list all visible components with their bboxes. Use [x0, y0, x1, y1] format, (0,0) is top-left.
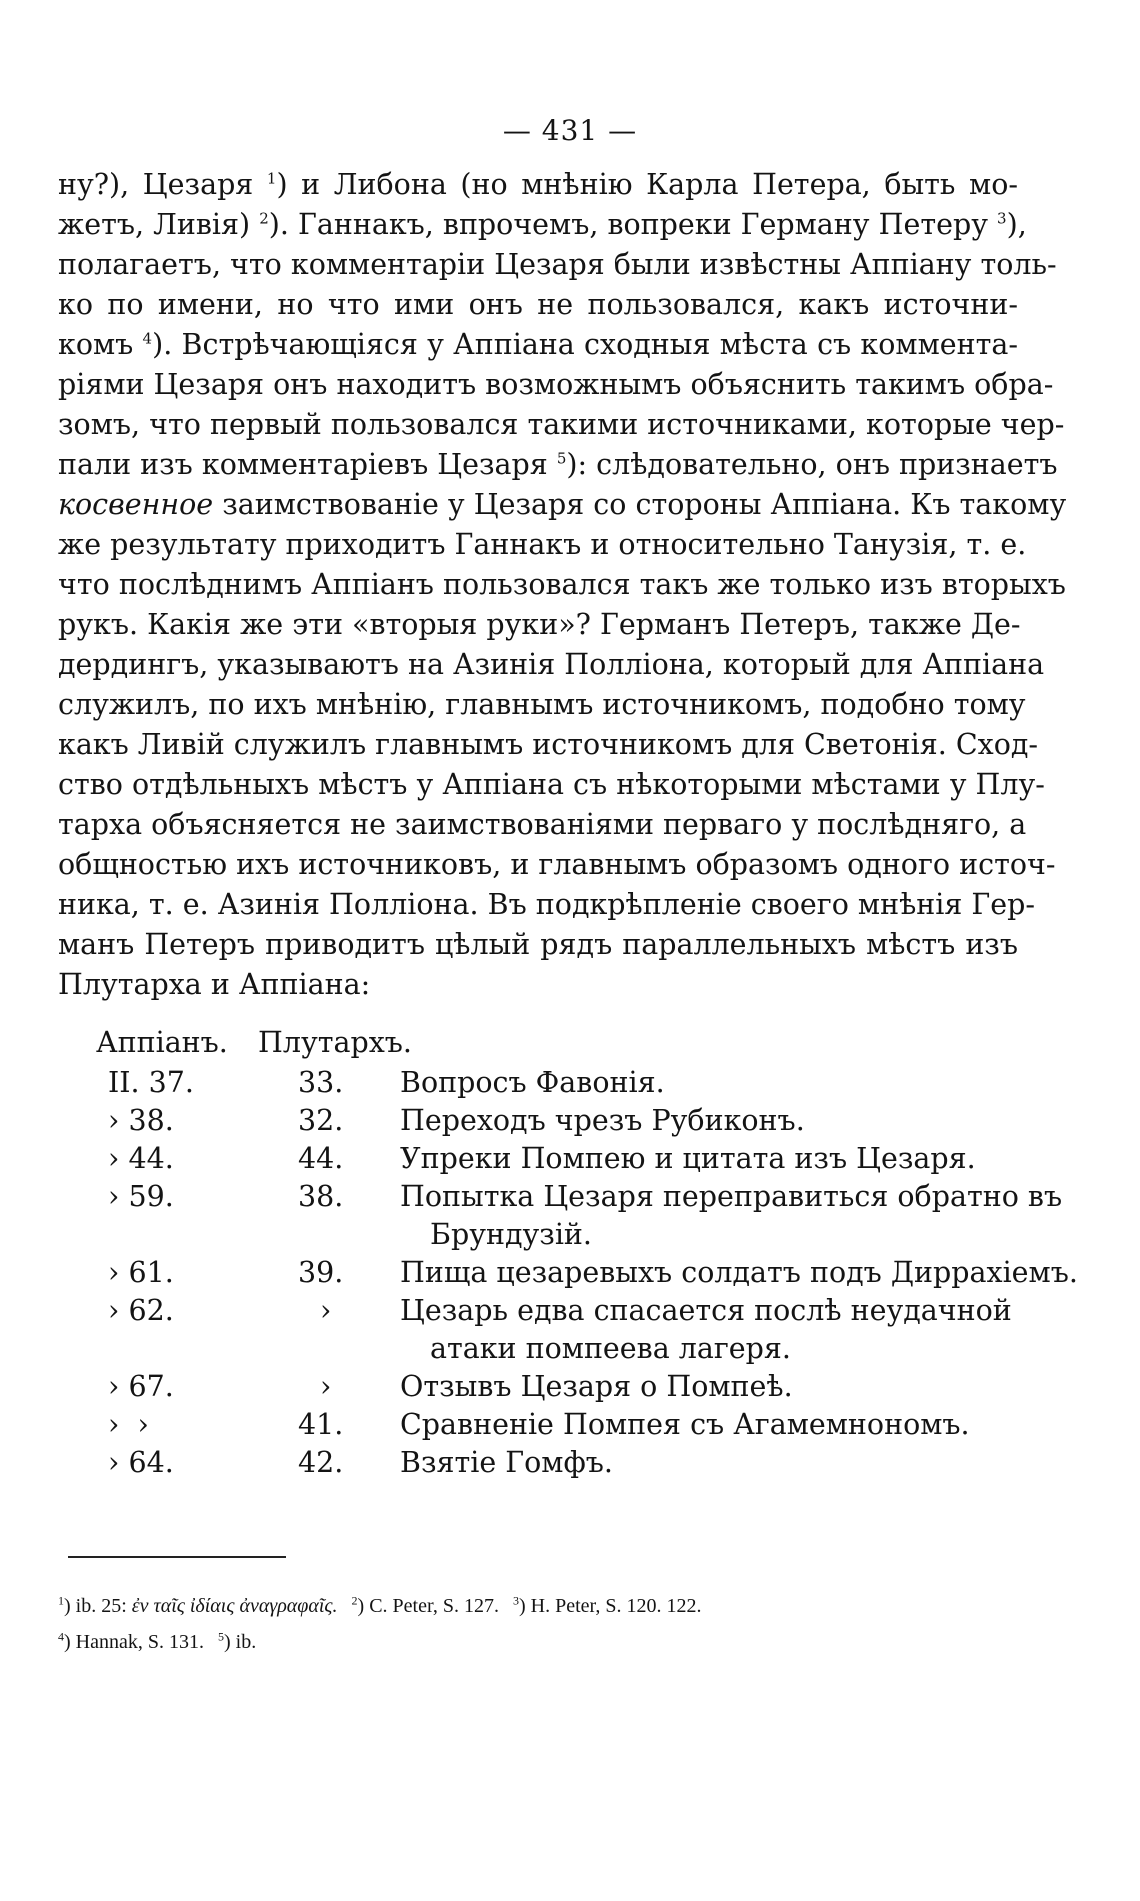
passage-description: Цезарь едва спасается послѣ неудачной	[400, 1294, 1012, 1327]
plutarch-ref: 39.	[298, 1256, 344, 1289]
text-run: манъ Петеръ приводитъ цѣлый рядъ параллельныхъ мѣстъ изъ	[58, 928, 1018, 961]
appian-ref: › 61.	[108, 1256, 174, 1289]
table-row	[0, 1253, 1140, 1293]
table-header	[0, 1023, 1140, 1063]
footnote-marker: 5	[217, 1629, 224, 1644]
text-line	[58, 725, 1039, 765]
text-run: что послѣднимъ Аппіанъ пользовался такъ же только изъ вторыхъ	[58, 568, 1066, 601]
passage-description: Сравненіе Помпея съ Агамемнономъ.	[400, 1408, 970, 1441]
footnote-line	[58, 1592, 1018, 1620]
text-run: ) H. Peter, S. 120. 122.	[518, 1595, 702, 1617]
plutarch-ref: ›	[320, 1370, 332, 1403]
appian-ref: II. 37.	[108, 1066, 194, 1099]
table-row	[0, 1101, 1140, 1141]
text-run: общностью ихъ источниковъ, и главнымъ образомъ одного источ-	[58, 848, 1056, 881]
text-run: Плутарха и Аппіана:	[58, 968, 371, 1001]
passage-description: Брундузій.	[430, 1218, 592, 1251]
plutarch-ref: 33.	[298, 1066, 344, 1099]
passage-description: Пища цезаревыхъ солдатъ подъ Диррахіемъ.	[400, 1256, 1078, 1289]
text-run: какъ Ливій служилъ главнымъ источникомъ для Светонія. Сход-	[58, 728, 1039, 761]
text-line	[58, 645, 1045, 685]
appian-ref: › 67.	[108, 1370, 174, 1403]
table-row	[0, 1367, 1140, 1407]
footnote-marker: 2	[259, 209, 269, 228]
text-run: ство отдѣльныхъ мѣстъ у Аппіана съ нѣкоторыми мѣстами у Плу-	[58, 768, 1045, 801]
footnote-marker: 4	[142, 329, 153, 348]
appian-ref: › 64.	[108, 1446, 174, 1479]
text-run: ) ib. 25:	[64, 1595, 132, 1617]
table-row	[0, 1139, 1140, 1179]
appian-ref: › 38.	[108, 1104, 174, 1137]
header-plutarch: Плутархъ.	[258, 1026, 412, 1059]
table-row	[0, 1291, 1140, 1331]
text-run: ) и Либона (но мнѣнію Карла Петера, быть мо-	[276, 168, 1018, 201]
text-run: тарха объясняется не заимствованіями перваго у послѣдняго, а	[58, 808, 1027, 841]
text-run: дердингъ, указываютъ на Азинія Поллiона, который для Аппіана	[58, 648, 1045, 681]
text-run: ко по имени, но что ими онъ не пользовался, какъ источни-	[58, 288, 1018, 321]
text-line	[58, 925, 1018, 965]
text-run: полагаетъ, что комментаріи Цезаря были извѣстны Аппіану толь-	[58, 248, 1057, 281]
passage-description: Переходъ чрезъ Рубиконъ.	[400, 1104, 805, 1137]
passage-description: Отзывъ Цезаря о Помпеѣ.	[400, 1370, 793, 1403]
text-line	[58, 845, 1056, 885]
header-appian: Аппіанъ.	[96, 1026, 228, 1059]
text-run: же результату приходитъ Ганнакъ и относительно Танузія, т. е.	[58, 528, 1027, 561]
text-run: ріями Цезаря онъ находитъ возможнымъ объяснить такимъ обра-	[58, 368, 1054, 401]
text-line	[58, 685, 1026, 725]
text-run: ). Встрѣчающіяся у Аппіана сходныя мѣста съ коммента-	[152, 328, 1018, 361]
text-run: ). Ганнакъ, впрочемъ, вопреки Герману Петеру	[268, 208, 998, 241]
text-line	[58, 285, 1018, 325]
footnote-marker: 1	[58, 1593, 64, 1608]
footnote-marker: 1	[266, 169, 277, 188]
table-row	[0, 1405, 1140, 1445]
text-run: ) C. Peter, S. 127.	[357, 1595, 499, 1617]
text-run: комъ	[58, 328, 143, 361]
text-line	[58, 165, 1018, 205]
plutarch-ref: ›	[320, 1294, 332, 1327]
text-line	[58, 525, 1027, 565]
text-run: ) ib.	[223, 1631, 257, 1653]
plutarch-ref: 42.	[298, 1446, 344, 1479]
emphasized-text: косвенное	[58, 488, 214, 521]
text-line	[58, 605, 1021, 645]
text-line	[58, 205, 1027, 245]
footnote-marker: 3	[512, 1593, 519, 1608]
footnote-line	[58, 1628, 1018, 1656]
footnote-marker: 5	[556, 449, 567, 468]
plutarch-ref: 41.	[298, 1408, 344, 1441]
text-line	[58, 325, 1018, 365]
table-row	[0, 1215, 1140, 1255]
table-row	[0, 1063, 1140, 1103]
text-run: ): слѣдовательно, онъ признаетъ	[566, 448, 1058, 481]
plutarch-ref: 32.	[298, 1104, 344, 1137]
passage-description: Попытка Цезаря переправиться обратно въ	[400, 1180, 1063, 1213]
table-row	[0, 1443, 1140, 1483]
emphasized-text: ἐν ταῖς ἰδίαις ἀναγραφαῖς.	[131, 1595, 338, 1617]
text-line	[58, 765, 1045, 805]
footnote-marker: 4	[58, 1629, 64, 1644]
text-run: рукъ. Какія же эти «вторыя руки»? Германъ Петеръ, также Де-	[58, 608, 1021, 641]
footnote-marker: 3	[997, 209, 1007, 228]
plutarch-ref: 44.	[298, 1142, 344, 1175]
appian-ref: › 62.	[108, 1294, 174, 1327]
text-run: пали изъ комментаріевъ Цезаря	[58, 448, 557, 481]
footnote-marker: 2	[351, 1593, 358, 1608]
text-line	[58, 805, 1027, 845]
text-line	[58, 485, 1067, 525]
table-row	[0, 1329, 1140, 1369]
appian-ref: › ›	[108, 1408, 149, 1441]
text-run: ),	[1006, 208, 1027, 241]
text-line	[58, 565, 1066, 605]
appian-ref: › 59.	[108, 1180, 174, 1213]
body-text	[58, 165, 1067, 1005]
page-number: — 431 —	[502, 114, 638, 147]
passage-description: атаки помпеева лагеря.	[430, 1332, 791, 1365]
appian-ref: › 44.	[108, 1142, 174, 1175]
text-run: заимствованіе у Цезаря со стороны Аппіана. Къ такому	[213, 488, 1067, 521]
text-line	[58, 965, 1018, 1005]
footnote-separator	[68, 1556, 286, 1558]
passage-description: Взятіе Гомфъ.	[400, 1446, 613, 1479]
passage-description: Упреки Помпею и цитата изъ Цезаря.	[400, 1142, 976, 1175]
text-run: ) Hannak, S. 131.	[64, 1631, 204, 1653]
text-run: зомъ, что первый пользовался такими источниками, которые чер-	[58, 408, 1065, 441]
text-line	[58, 445, 1058, 485]
plutarch-ref: 38.	[298, 1180, 344, 1213]
text-run: ну?), Цезаря	[58, 168, 267, 201]
text-run: ника, т. е. Азинія Поллiона. Въ подкрѣпленіе своего мнѣнія Гер-	[58, 888, 1036, 921]
table-row	[0, 1177, 1140, 1217]
text-line	[58, 245, 1057, 285]
passage-description: Вопросъ Фавонія.	[400, 1066, 665, 1099]
text-line	[58, 885, 1036, 925]
text-run: жетъ, Ливія)	[58, 208, 260, 241]
text-line	[58, 405, 1065, 445]
text-run: служилъ, по ихъ мнѣнію, главнымъ источникомъ, подобно тому	[58, 688, 1026, 721]
text-line	[58, 365, 1054, 405]
